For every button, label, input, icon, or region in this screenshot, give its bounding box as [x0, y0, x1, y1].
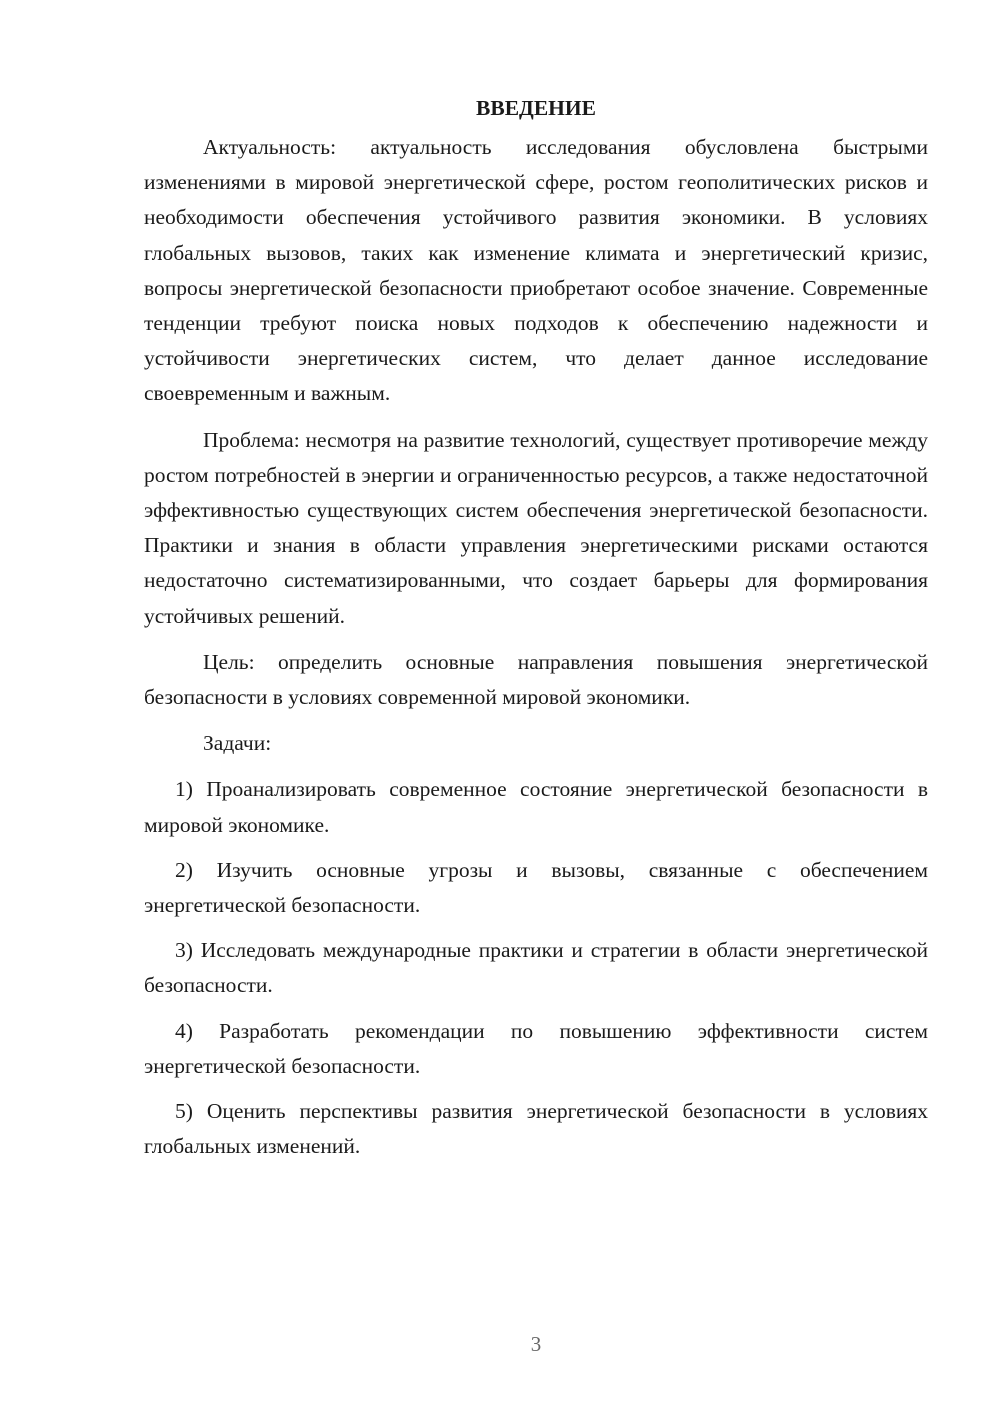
- task-item-3: 3) Исследовать международные практики и стратегии в области энергетической безопасности.: [144, 938, 928, 998]
- page-number: 3: [530, 1332, 542, 1356]
- task-item-2: 2) Изучить основные угрозы и вызовы, связанные с обеспечением энергетической безопасности.: [144, 857, 928, 918]
- tasks-label: Задачи:: [203, 731, 272, 756]
- relevance-paragraph: Актуальность: актуальность исследования обусловлена быстрыми изменениями в мировой энергетической сфере, ростом геополитических рисков и необходимости обеспечения устойчивого развития экономики. В условиях глобальных вызовов, таких как изменение климата и энергетический кризис, вопросы энергетической безопасности приобретают особое значение. Современные тенденции требуют поиска новых подходов к обеспечению надежности и устойчивости энергетических систем, что делает данное исследование своевременным и важным.: [144, 135, 928, 406]
- task-item-5: 5) Оценить перспективы развития энергетической безопасности в условиях глобальных изменений.: [144, 1099, 928, 1159]
- problem-paragraph: Проблема: несмотря на развитие технологий, существует противоречие между ростом потребностей в энергии и ограниченностью ресурсов, а также недостаточной эффективностью существующих систем обеспечения энергетической безопасности. Практики и знания в области управления энергетическими рисками остаются недостаточно систематизированными, что создает барьеры для формирования устойчивых решений.: [144, 427, 928, 628]
- task-item-4: 4) Разработать рекомендации по повышению эффективности систем энергетической безопасности.: [144, 1018, 928, 1078]
- document-page: [144, 90, 928, 1174]
- task-item-1: 1) Проанализировать современное состояние энергетической безопасности в мировой экономике.: [144, 777, 928, 837]
- section-heading: ВВЕДЕНИЕ: [476, 96, 596, 120]
- goal-paragraph: Цель: определить основные направления повышения энергетической безопасности в условиях современной мировой экономики.: [144, 649, 928, 710]
